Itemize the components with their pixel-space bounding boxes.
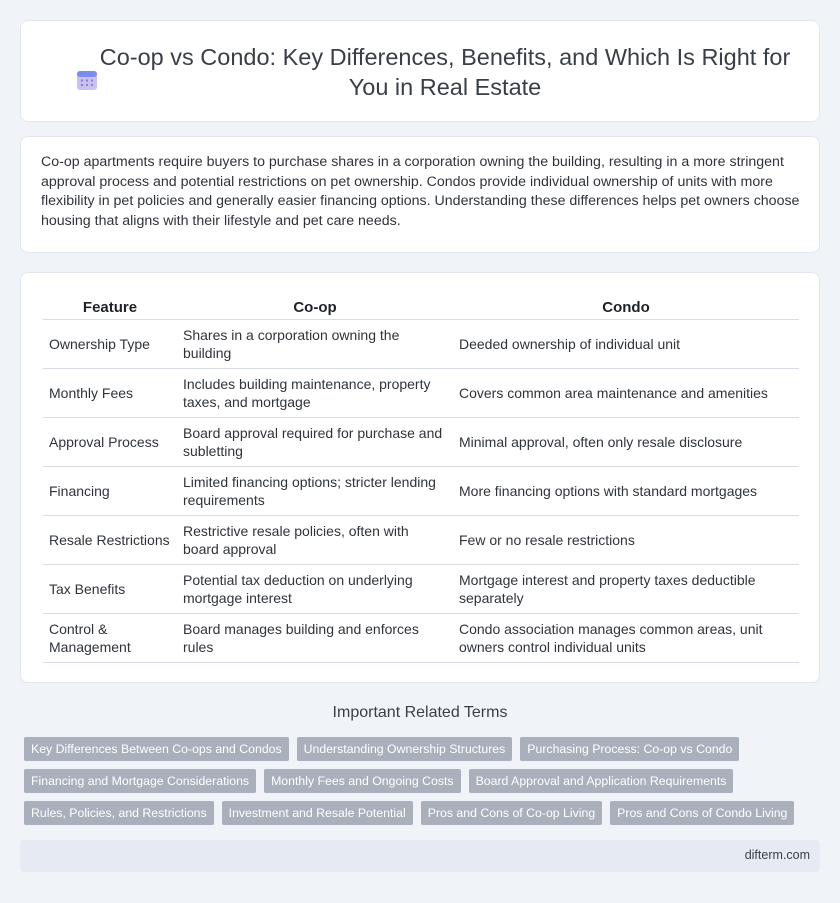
related-term-tag[interactable]: Board Approval and Application Requirements xyxy=(469,769,734,793)
related-term-tag[interactable]: Rules, Policies, and Restrictions xyxy=(24,801,214,825)
header-coop: Co-op xyxy=(177,297,453,319)
coop-cell: Board manages building and enforces rules xyxy=(177,613,453,662)
table-row xyxy=(43,613,799,662)
table-row xyxy=(43,564,799,613)
feature-cell: Resale Restrictions xyxy=(43,515,177,564)
coop-cell: Restrictive resale policies, often with board approval xyxy=(177,515,453,564)
site-domain[interactable]: difterm.com xyxy=(744,848,810,862)
footer xyxy=(20,840,820,872)
feature-cell: Control & Management xyxy=(43,613,177,662)
feature-cell: Approval Process xyxy=(43,417,177,466)
related-term-tag[interactable]: Understanding Ownership Structures xyxy=(297,737,513,761)
feature-cell: Monthly Fees xyxy=(43,368,177,417)
table-row xyxy=(43,515,799,564)
feature-cell: Financing xyxy=(43,466,177,515)
condo-cell: Few or no resale restrictions xyxy=(453,515,799,564)
table-row xyxy=(43,319,799,368)
header-condo: Condo xyxy=(453,297,799,319)
condo-cell: Deeded ownership of individual unit xyxy=(453,319,799,368)
feature-cell: Tax Benefits xyxy=(43,564,177,613)
condo-cell: Mortgage interest and property taxes deductible separately xyxy=(453,564,799,613)
related-term-tag[interactable]: Pros and Cons of Co-op Living xyxy=(421,801,602,825)
tag-row xyxy=(24,737,814,761)
condo-cell: Minimal approval, often only resale disclosure xyxy=(453,417,799,466)
table-row xyxy=(43,466,799,515)
condo-cell: Condo association manages common areas, unit owners control individual units xyxy=(453,613,799,662)
related-term-tag[interactable]: Financing and Mortgage Considerations xyxy=(24,769,256,793)
related-term-tag[interactable]: Purchasing Process: Co-op vs Condo xyxy=(520,737,739,761)
related-term-tag[interactable]: Pros and Cons of Condo Living xyxy=(610,801,794,825)
comparison-table xyxy=(43,297,799,663)
related-term-tag[interactable]: Key Differences Between Co-ops and Condos xyxy=(24,737,289,761)
table-row xyxy=(43,368,799,417)
condo-cell: More financing options with standard mortgages xyxy=(453,466,799,515)
feature-cell: Ownership Type xyxy=(43,319,177,368)
intro-paragraph: Co-op apartments require buyers to purchase shares in a corporation owning the building, resulting in a more stringent approval process and potential restrictions on pet ownership. Condos provide individual ownership of units with more flexibility in pet policies and generally easier financing options. Understanding these differences helps pet owners choose housing that aligns with their lifestyle and pet care needs. xyxy=(41,154,800,229)
comparison-card xyxy=(20,272,820,683)
related-terms-title: Important Related Terms xyxy=(332,704,508,721)
table-row xyxy=(43,417,799,466)
tag-row xyxy=(24,801,814,825)
coop-cell: Limited financing options; stricter lending requirements xyxy=(177,466,453,515)
related-term-tag[interactable]: Investment and Resale Potential xyxy=(222,801,413,825)
header-feature: Feature xyxy=(43,297,177,319)
coop-cell: Board approval required for purchase and subletting xyxy=(177,417,453,466)
intro-card xyxy=(20,136,820,253)
coop-cell: Shares in a corporation owning the building xyxy=(177,319,453,368)
related-term-tag[interactable]: Monthly Fees and Ongoing Costs xyxy=(264,769,461,793)
page-title: Co-op vs Condo: Key Differences, Benefits, and Which Is Right for You in Real Estate xyxy=(99,44,791,100)
coop-cell: Includes building maintenance, property taxes, and mortgage xyxy=(177,368,453,417)
coop-cell: Potential tax deduction on underlying mortgage interest xyxy=(177,564,453,613)
tag-row xyxy=(24,769,814,793)
condo-cell: Covers common area maintenance and amenities xyxy=(453,368,799,417)
table-header-row xyxy=(43,297,799,319)
related-terms-tags xyxy=(24,737,814,833)
